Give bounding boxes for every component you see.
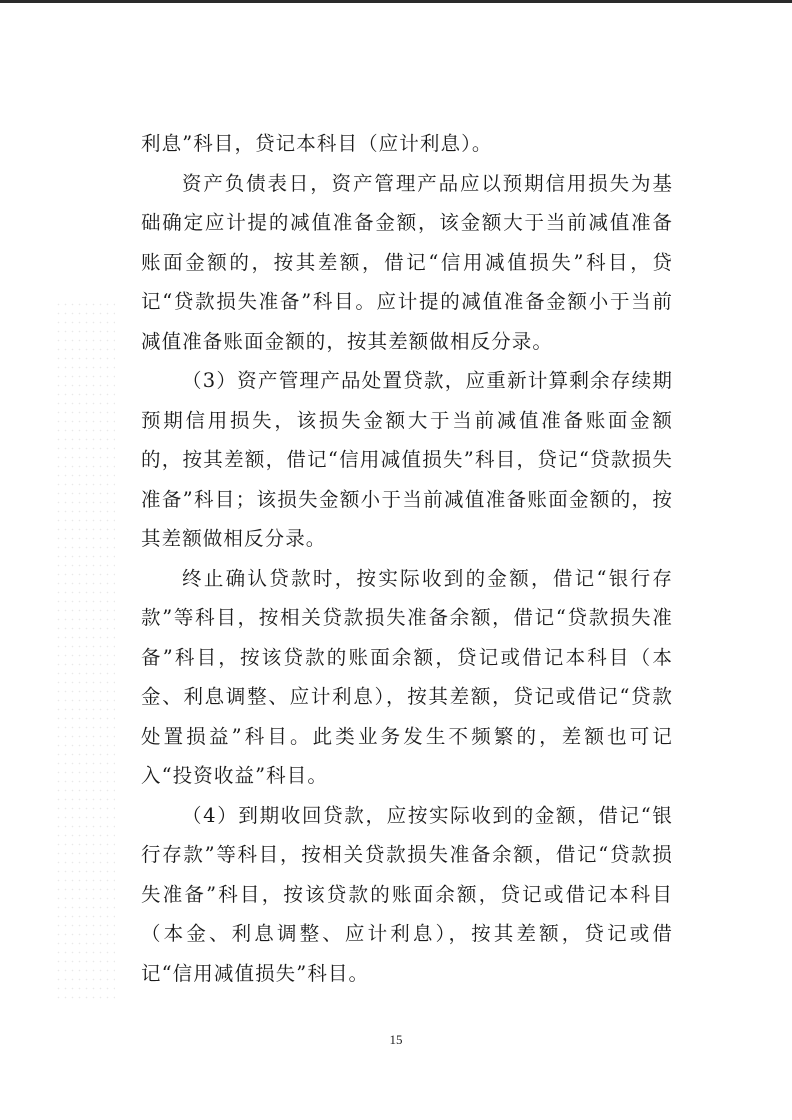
paragraph-derecognition: 终止确认贷款时，按实际收到的金额，借记“银行存款”等科目，按相关贷款损失准备余额，借记“贷款损失准备”科目，按该贷款的账面余额，贷记或借记本科目（本金、利息调整、应计利息），按其差额，贷记或借记“贷款处置损益”科目。此类业务发生不频繁的，差额也可记入“投资收益”科目。 <box>141 566 673 787</box>
paragraph-continuation: 利息”科目，贷记本科目（应计利息）。 <box>141 132 493 155</box>
page-number: 15 <box>389 1032 403 1047</box>
paragraph-loan-maturity: （4）到期收回贷款，应按实际收到的金额，借记“银行存款”等科目，按相关贷款损失准备余额，借记“贷款损失准备”科目，按该贷款的账面余额，贷记或借记本科目（本金、利息调整、应计利息），按其差额，贷记或借记“信用减值损失”科目。 <box>141 803 673 985</box>
paragraph-balance-sheet-date: 资产负债表日，资产管理产品应以预期信用损失为基础确定应计提的减值准备金额，该金额大于当前减值准备账面金额的，按其差额，借记“信用减值损失”科目，贷记“贷款损失准备”科目。应计提的减值准备金额小于当前减值准备账面金额的，按其差额做相反分录。 <box>141 171 673 353</box>
scan-edge-top <box>0 0 792 3</box>
paragraph-loan-disposal: （3）资产管理产品处置贷款，应重新计算剩余存续期预期信用损失，该损失金额大于当前减值准备账面金额的，按其差额，借记“信用减值损失”科目，贷记“贷款损失准备”科目；该损失金额小于当前减值准备账面金额的，按其差额做相反分录。 <box>141 369 673 550</box>
scan-noise-left <box>55 300 115 1000</box>
document-body <box>141 124 673 993</box>
